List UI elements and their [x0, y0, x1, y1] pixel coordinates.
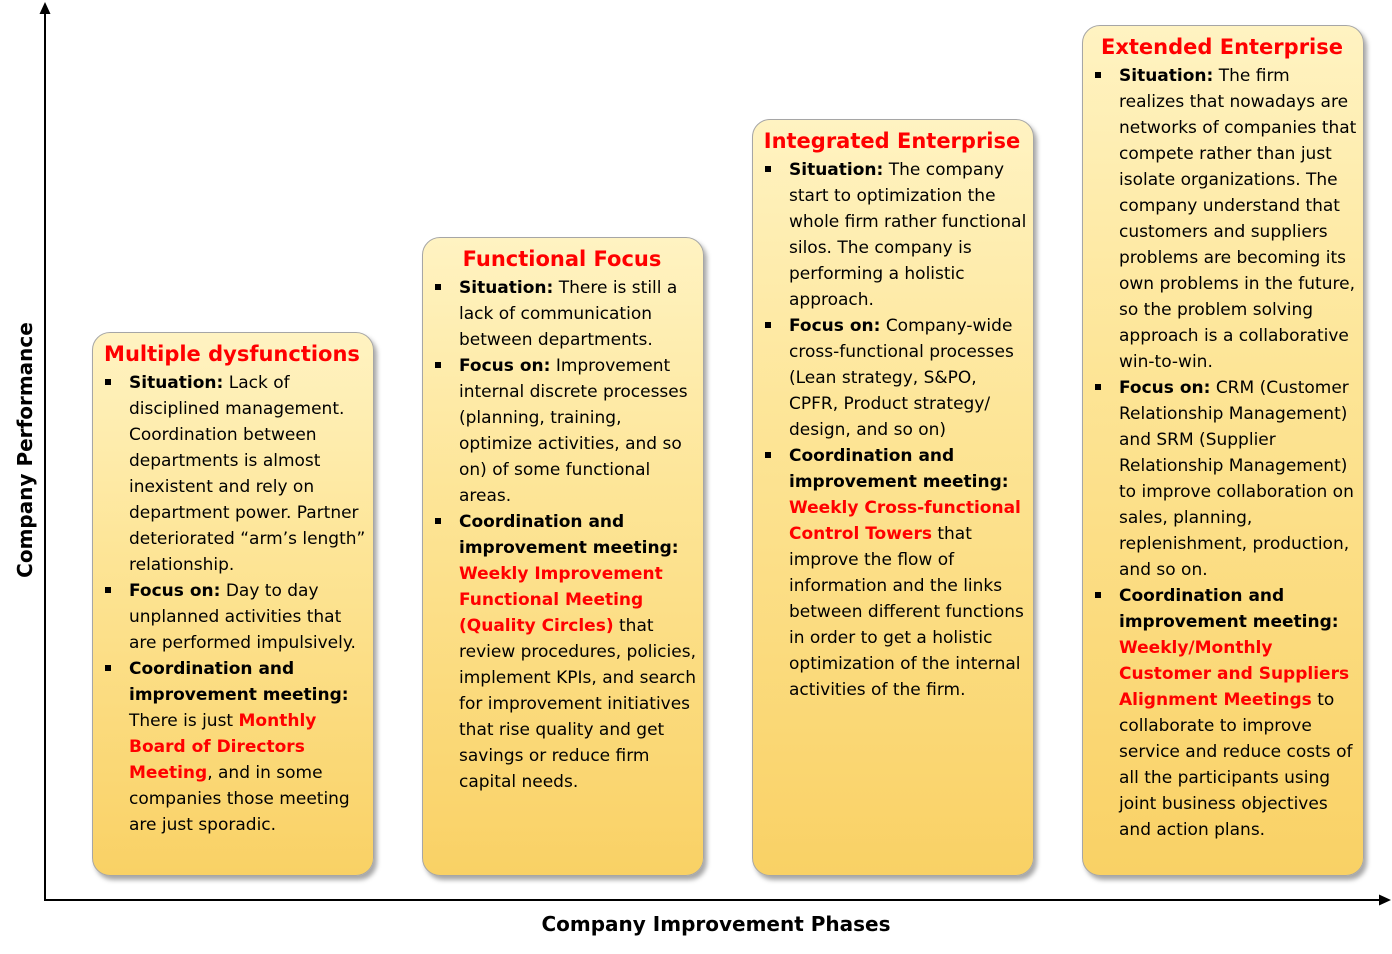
- meeting-label: Coordination and improvement meeting:: [129, 659, 349, 705]
- situation-text: Lack of disciplined management. Coordination between departments is almost inexistent and rely on department power. Partner deteriorated “arm’s length” relationship.: [129, 373, 366, 575]
- focus-label: Focus on:: [129, 581, 221, 601]
- phase-box-integrated-enterprise: [752, 119, 1034, 876]
- square-bullet-icon: [105, 379, 111, 385]
- situation-item: [97, 370, 367, 578]
- situation-label: Situation:: [129, 373, 224, 393]
- situation-text: There is still a lack of communication between departments.: [459, 278, 678, 350]
- phase-title: Functional Focus: [462, 247, 662, 271]
- focus-label: Focus on:: [1119, 378, 1211, 398]
- square-bullet-icon: [435, 284, 441, 290]
- focus-label: Focus on:: [459, 356, 551, 376]
- focus-text: Improvement internal discrete processes (planning, training, optimize activities, and so on) of some functional areas.: [459, 356, 688, 506]
- meeting-pre-text: There is just: [129, 711, 234, 731]
- situation-label: Situation:: [459, 278, 554, 298]
- square-bullet-icon: [105, 665, 111, 671]
- x-axis-arrowhead: [1379, 895, 1391, 906]
- phase-title: Multiple dysfunctions: [104, 342, 360, 366]
- meeting-post-text: to collaborate to improve service and reduce costs of all the participants using joint business objectives and action plans.: [1119, 690, 1353, 840]
- meeting-post-text: that improve the flow of information and the links between different functions in order to get a holistic optimization of the internal activities of the firm.: [789, 524, 1024, 700]
- meeting-label: Coordination and improvement meeting:: [1119, 586, 1339, 632]
- meeting-highlight: Weekly Improvement Functional Meeting (Quality Circles): [459, 564, 663, 636]
- situation-text: The company start to optimization the whole firm rather functional silos. The company is performing a holistic approach.: [789, 160, 1027, 310]
- phase-bullet-list: [757, 157, 1027, 703]
- phase-box-multiple-dysfunctions: [92, 332, 374, 876]
- phase-bullet-list: [1087, 63, 1357, 843]
- focus-label: Focus on:: [789, 316, 881, 336]
- focus-text: Day to day unplanned activities that are performed impulsively.: [129, 581, 356, 653]
- meeting-item: [1087, 583, 1357, 843]
- situation-item: [1087, 63, 1357, 375]
- phase-box-functional-focus: [422, 237, 704, 876]
- meeting-post-text: that review procedures, policies, implement KPIs, and search for improvement initiatives that rise quality and get savings or reduce firm capital needs.: [459, 616, 697, 792]
- focus-item: [757, 313, 1027, 443]
- meeting-item: [97, 656, 367, 838]
- meeting-label: Coordination and improvement meeting:: [789, 446, 1009, 492]
- meeting-highlight: Weekly Cross-functional Control Towers: [789, 498, 1021, 544]
- phase-bullet-list: [97, 370, 367, 838]
- meeting-item: [757, 443, 1027, 703]
- square-bullet-icon: [1095, 384, 1101, 390]
- square-bullet-icon: [1095, 592, 1101, 598]
- square-bullet-icon: [1095, 72, 1101, 78]
- situation-item: [757, 157, 1027, 313]
- square-bullet-icon: [765, 166, 771, 172]
- y-axis-arrowhead: [40, 2, 51, 14]
- situation-text: The firm realizes that nowadays are networks of companies that compete rather than just isolate organizations. The company understand that customers and suppliers problems are becoming its own problems in the future, so the problem solving approach is a collaborative win-to-win.: [1119, 66, 1357, 372]
- square-bullet-icon: [765, 452, 771, 458]
- phase-title: Extended Enterprise: [1100, 35, 1343, 59]
- phase-title: Integrated Enterprise: [763, 129, 1021, 153]
- situation-label: Situation:: [789, 160, 884, 180]
- square-bullet-icon: [435, 518, 441, 524]
- meeting-label: Coordination and improvement meeting:: [459, 512, 679, 558]
- x-axis-label: Company Improvement Phases: [541, 912, 891, 936]
- focus-text: Company-wide cross-functional processes (Lean strategy, S&PO, CPFR, Product strategy/ design, and so on): [789, 316, 1014, 440]
- focus-item: [1087, 375, 1357, 583]
- meeting-highlight: Monthly Board of Directors Meeting: [129, 711, 317, 783]
- meeting-item: [427, 509, 697, 795]
- situation-item: [427, 275, 697, 353]
- phase-bullet-list: [427, 275, 697, 795]
- situation-label: Situation:: [1119, 66, 1214, 86]
- focus-text: CRM (Customer Relationship Management) and SRM (Supplier Relationship Management) to improve collaboration on sales, planning, replenishment, production, and so on.: [1119, 378, 1354, 580]
- y-axis-label: Company Performance: [13, 322, 37, 578]
- square-bullet-icon: [765, 322, 771, 328]
- focus-item: [97, 578, 367, 656]
- meeting-highlight: Weekly/Monthly Customer and Suppliers Alignment Meetings: [1119, 638, 1350, 710]
- focus-item: [427, 353, 697, 509]
- square-bullet-icon: [435, 362, 441, 368]
- phase-box-extended-enterprise: [1082, 25, 1364, 876]
- square-bullet-icon: [105, 587, 111, 593]
- meeting-post-text: , and in some companies those meeting are just sporadic.: [129, 763, 350, 835]
